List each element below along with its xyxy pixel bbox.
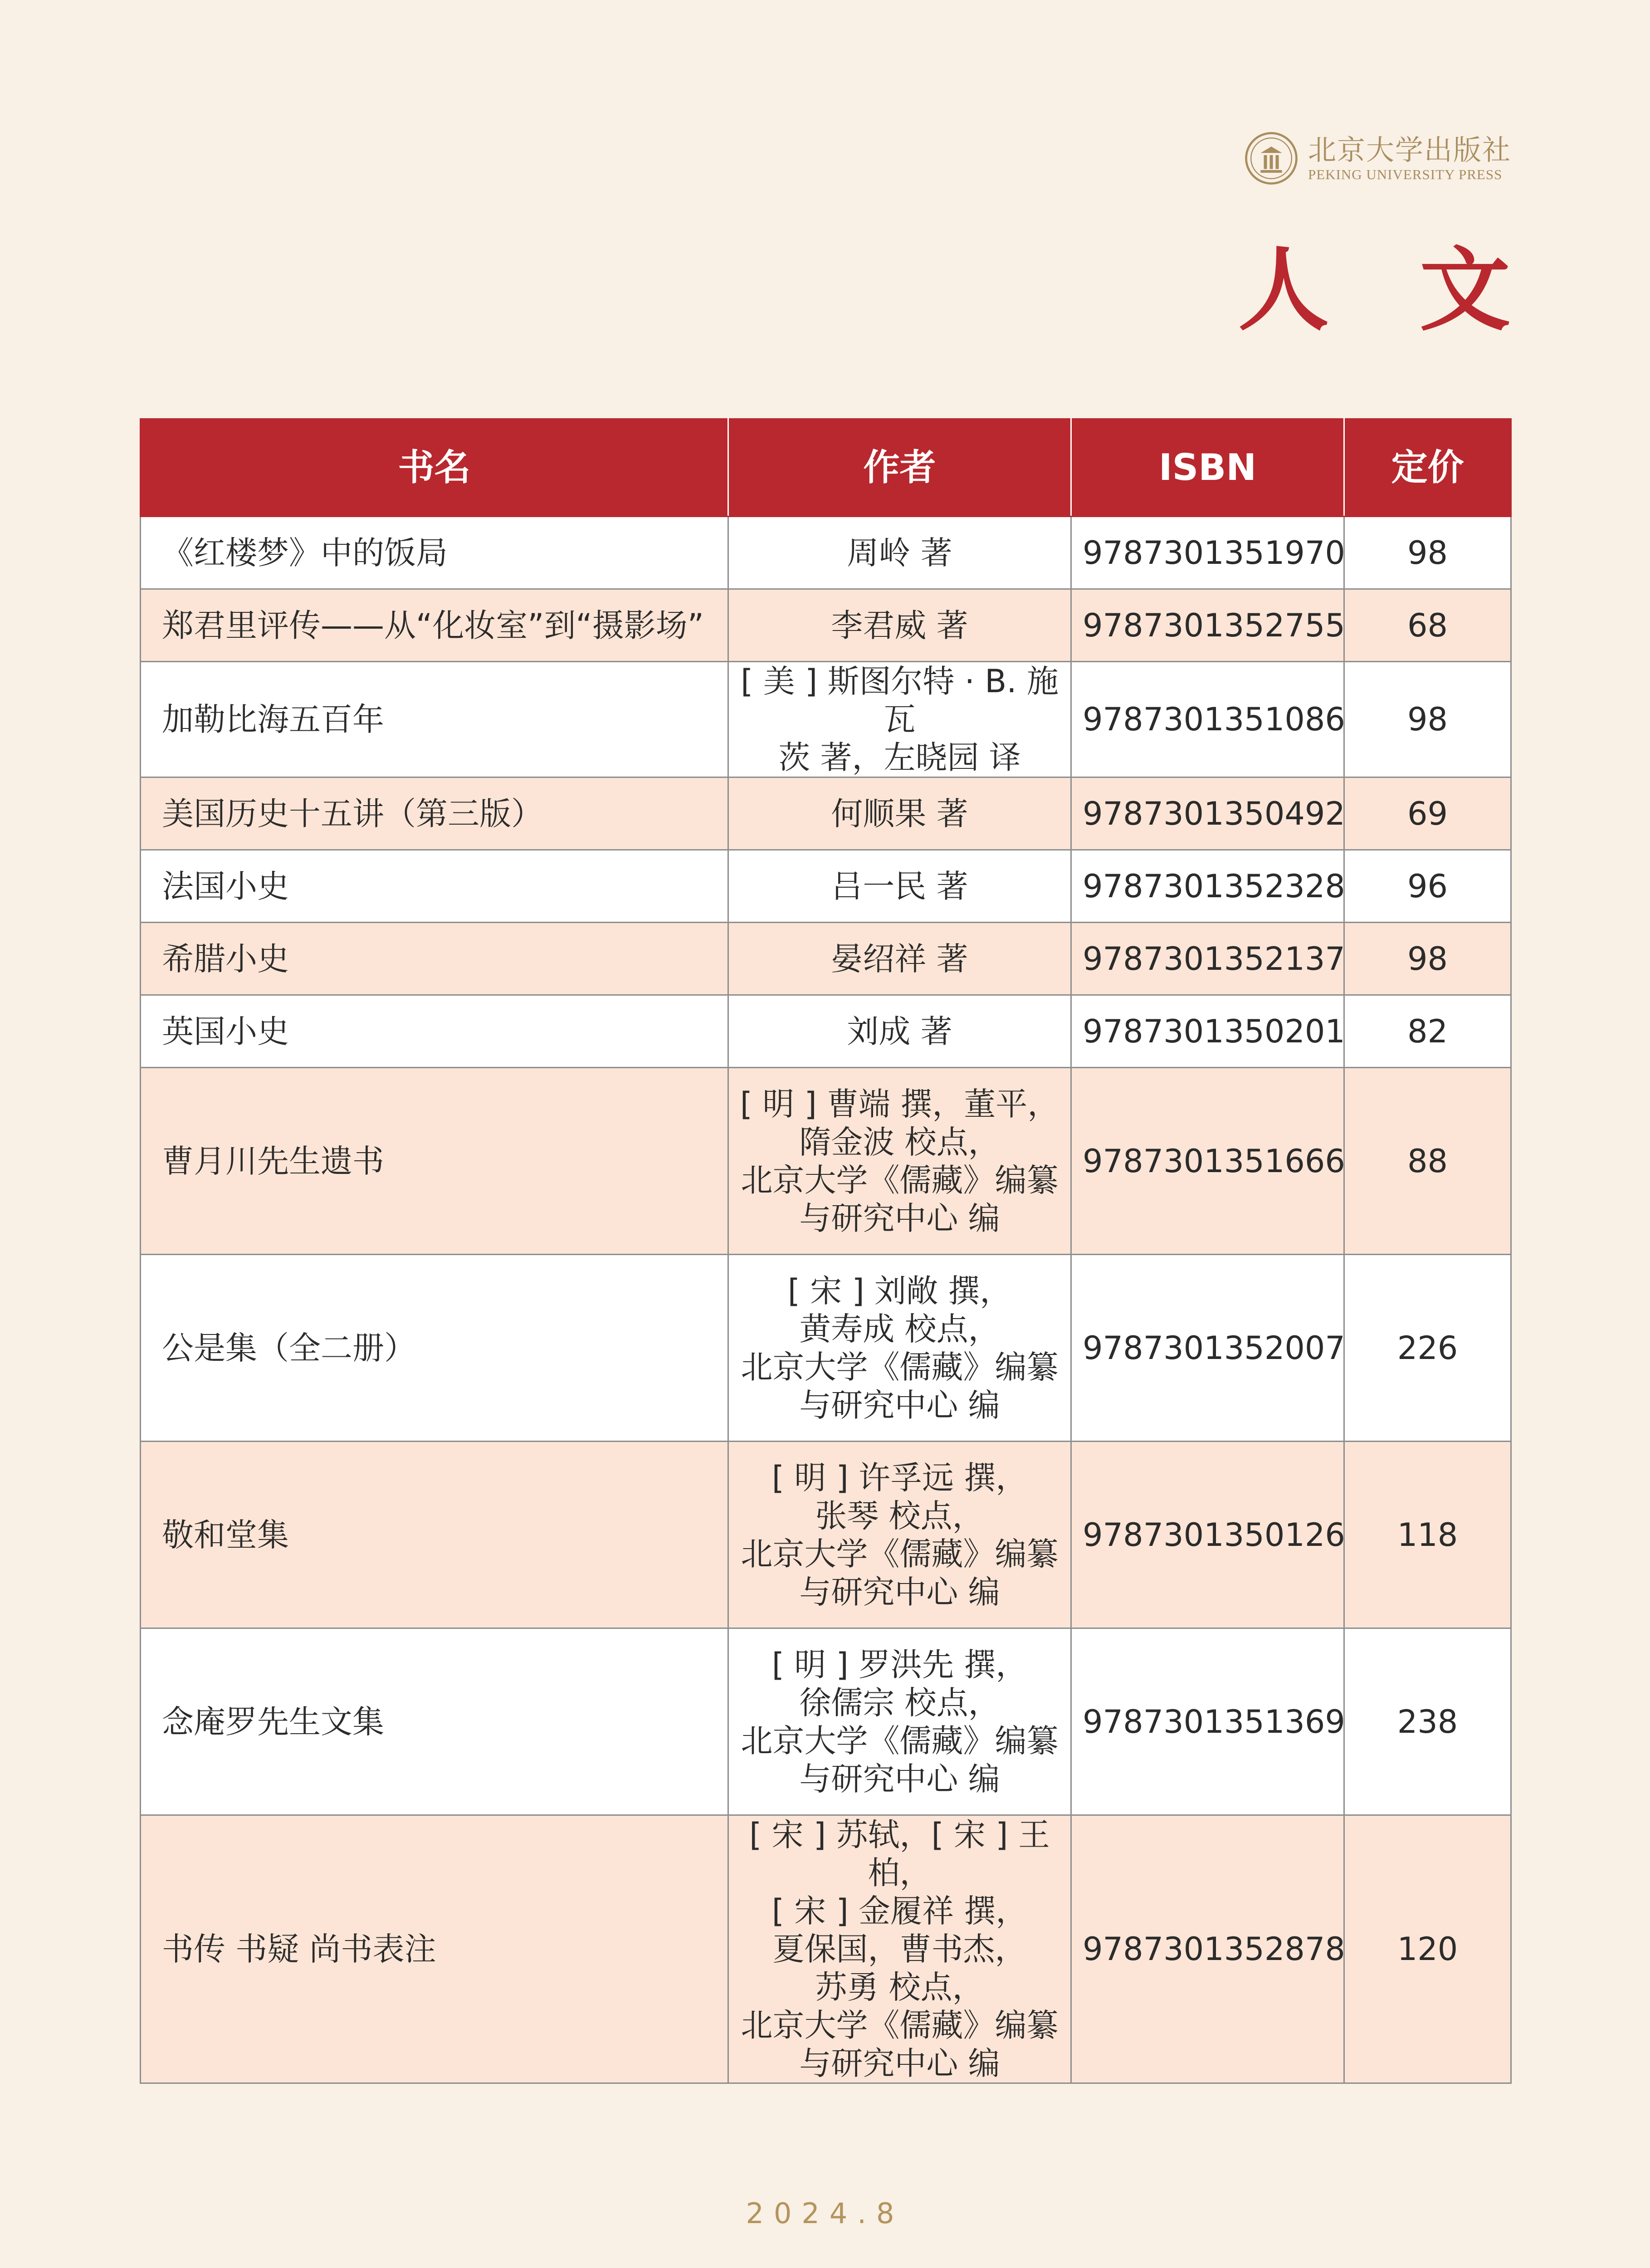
table-header-row <box>141 419 1511 517</box>
book-title: 郑君里评传——从“化妆室”到“摄影场” <box>141 589 728 662</box>
author-line: 晏绍祥 著 <box>831 940 968 978</box>
book-author <box>728 589 1071 662</box>
author-line: 苏勇 校点， <box>815 1969 984 2006</box>
author-line: [ 明 ] 罗洪先 撰， <box>771 1646 1028 1683</box>
publisher-name-en: PEKING UNIVERSITY PRESS <box>1308 166 1503 182</box>
author-line: 黄寿成 校点， <box>799 1310 1000 1348</box>
book-title: 加勒比海五百年 <box>141 662 728 777</box>
peking-university-seal-icon <box>1245 132 1298 185</box>
author-line: 与研究中心 编 <box>799 1199 1000 1237</box>
author-line: 吕一民 著 <box>831 867 968 905</box>
book-isbn: 9787301350126 <box>1071 1442 1344 1628</box>
book-isbn: 9787301350492 <box>1071 777 1344 850</box>
book-author <box>728 662 1071 777</box>
book-price: 88 <box>1344 1068 1511 1255</box>
book-title: 念庵罗先生文集 <box>141 1628 728 1815</box>
table-row <box>141 517 1511 589</box>
table-row <box>141 1068 1511 1255</box>
table-row <box>141 589 1511 662</box>
book-price: 238 <box>1344 1628 1511 1815</box>
book-title: 书传 书疑 尚书表注 <box>141 1815 728 2083</box>
publisher-logo <box>1245 132 1511 185</box>
book-price: 68 <box>1344 589 1511 662</box>
book-isbn: 9787301351369 <box>1071 1628 1344 1815</box>
book-author <box>728 1442 1071 1628</box>
footer-date: 2024.8 <box>746 2197 904 2230</box>
author-line: 张琴 校点， <box>815 1497 984 1535</box>
author-line: 夏保国，曹书杰， <box>772 1931 1027 1968</box>
book-price: 69 <box>1344 777 1511 850</box>
author-line: 北京大学《儒藏》编纂 <box>741 2007 1059 2044</box>
table-row <box>141 1628 1511 1815</box>
book-author <box>728 1628 1071 1815</box>
book-isbn: 9787301351086 <box>1071 662 1344 777</box>
book-author <box>728 517 1071 589</box>
author-line: [ 宋 ] 苏轼，[ 宋 ] 王柏， <box>749 1816 1050 1892</box>
book-price: 96 <box>1344 850 1511 923</box>
book-isbn: 9787301351666 <box>1071 1068 1344 1255</box>
table-row <box>141 1255 1511 1442</box>
book-author <box>728 1815 1071 2083</box>
author-line: [ 宋 ] 刘敞 撰， <box>787 1272 1012 1310</box>
book-author <box>728 995 1071 1068</box>
table-row <box>141 777 1511 850</box>
author-line: 何顺果 著 <box>831 795 968 832</box>
book-title: 公是集（全二册） <box>141 1255 728 1442</box>
author-line: 与研究中心 编 <box>799 1760 1000 1798</box>
header-isbn: ISBN <box>1071 419 1344 517</box>
table-row <box>141 923 1511 995</box>
book-list-table <box>140 418 1512 2084</box>
book-author <box>728 1255 1071 1442</box>
table-row <box>141 995 1511 1068</box>
book-isbn: 9787301350201 <box>1071 995 1344 1068</box>
book-price: 120 <box>1344 1815 1511 2083</box>
author-line: [ 美 ] 斯图尔特 · B. 施瓦 <box>741 663 1059 738</box>
book-title: 美国历史十五讲（第三版） <box>141 777 728 850</box>
book-title: 法国小史 <box>141 850 728 923</box>
author-line: 隋金波 校点， <box>799 1123 1000 1161</box>
author-line: 北京大学《儒藏》编纂 <box>741 1348 1059 1386</box>
publisher-name-cn: 北京大学出版社 <box>1308 133 1511 166</box>
author-line: [ 明 ] 许孚远 撰， <box>771 1459 1028 1496</box>
book-isbn: 9787301351970 <box>1071 517 1344 589</box>
book-isbn: 9787301352755 <box>1071 589 1344 662</box>
book-price: 226 <box>1344 1255 1511 1442</box>
book-isbn: 9787301352137 <box>1071 923 1344 995</box>
book-title: 希腊小史 <box>141 923 728 995</box>
book-author <box>728 1068 1071 1255</box>
author-line: 茨 著，左晓园 译 <box>778 739 1021 776</box>
book-price: 98 <box>1344 923 1511 995</box>
author-line: [ 明 ] 曹端 撰，董平， <box>740 1085 1059 1123</box>
author-line: 与研究中心 编 <box>799 1573 1000 1611</box>
book-title: 曹月川先生遗书 <box>141 1068 728 1255</box>
table-row <box>141 662 1511 777</box>
author-line: 李君威 著 <box>831 606 968 644</box>
book-price: 98 <box>1344 517 1511 589</box>
author-line: [ 宋 ] 金履祥 撰， <box>771 1892 1028 1930</box>
book-isbn: 9787301352878 <box>1071 1815 1344 2083</box>
table-row <box>141 1815 1511 2083</box>
author-line: 刘成 著 <box>847 1012 952 1050</box>
author-line: 徐儒宗 校点， <box>799 1684 1000 1721</box>
page-title: 人文 <box>1238 237 1601 343</box>
author-line: 北京大学《儒藏》编纂 <box>741 1161 1059 1199</box>
author-line: 周岭 著 <box>847 534 952 572</box>
table-row <box>141 850 1511 923</box>
header-price: 定价 <box>1344 419 1511 517</box>
author-line: 与研究中心 编 <box>799 1386 1000 1424</box>
book-isbn: 9787301352007 <box>1071 1255 1344 1442</box>
book-author <box>728 923 1071 995</box>
author-line: 北京大学《儒藏》编纂 <box>741 1535 1059 1573</box>
book-title: 《红楼梦》中的饭局 <box>141 517 728 589</box>
table-row <box>141 1442 1511 1628</box>
book-title: 敬和堂集 <box>141 1442 728 1628</box>
book-price: 118 <box>1344 1442 1511 1628</box>
header-title: 书名 <box>141 419 728 517</box>
book-title: 英国小史 <box>141 995 728 1068</box>
book-price: 82 <box>1344 995 1511 1068</box>
author-line: 北京大学《儒藏》编纂 <box>741 1722 1059 1760</box>
author-line: 与研究中心 编 <box>799 2045 1000 2082</box>
book-author <box>728 850 1071 923</box>
header-author: 作者 <box>728 419 1071 517</box>
book-price: 98 <box>1344 662 1511 777</box>
book-isbn: 9787301352328 <box>1071 850 1344 923</box>
book-author <box>728 777 1071 850</box>
